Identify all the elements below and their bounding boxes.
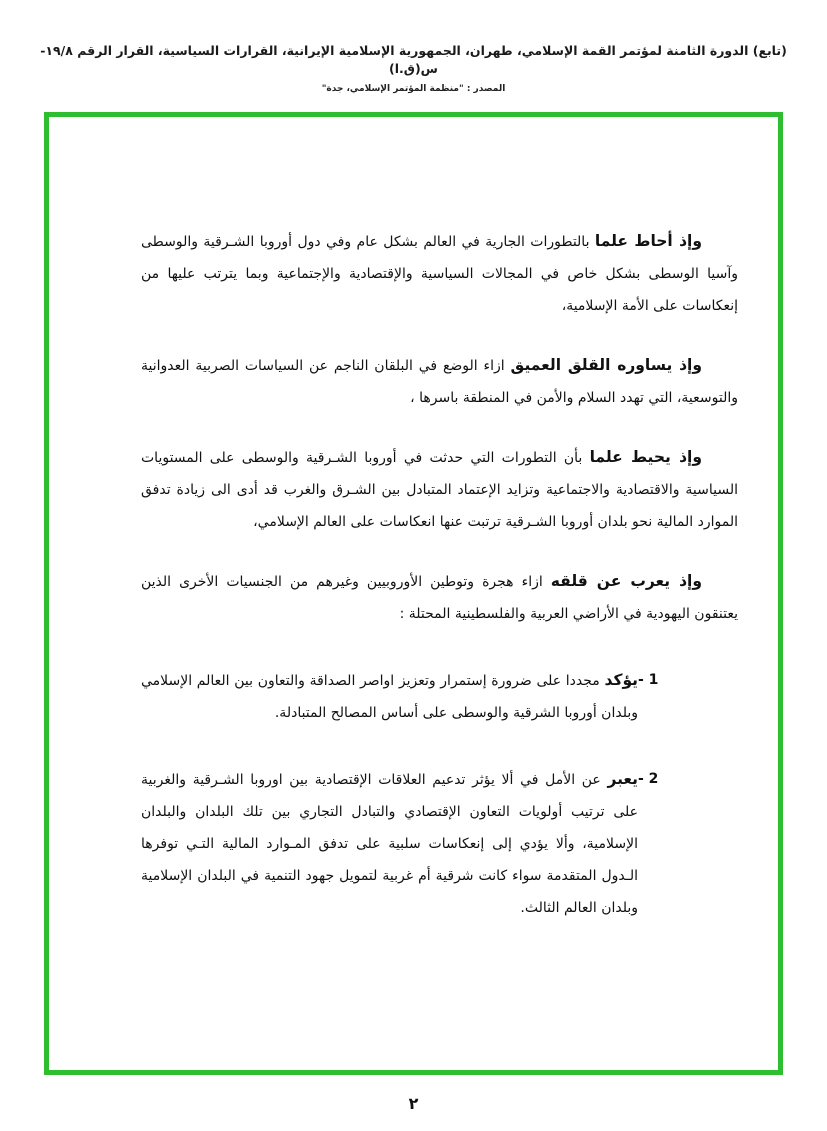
paragraph-2-lead: وإذ يساوره القلق العميق — [510, 356, 703, 374]
paragraph-4-lead: وإذ يعرب عن قلقه — [550, 572, 702, 590]
header-source: المصدر : "منظمة المؤتمر الإسلامي، جدة" — [321, 84, 506, 94]
paragraph-3-text: بأن التطورات التي حدثت في أوروبا الشـرقية والوسطى على المستويات السياسية والاقتصادية والاجتماعية وتزايد الإعتماد المتبادل بين الشـرق والغرب قد أدى الى زيادة تدفق الموارد المالية نحو بلدان أوروبا الشـرقية ترتبت عنها انعكاسات على العالم الإسلامي، — [141, 450, 738, 530]
paragraph-1-text: بالتطورات الجارية في العالم بشكل عام وفي دول أوروبا الشـرقية والوسطى وآسيا الوسطى بشكل خاص في المجالات السياسية والإقتصادية والإجتماعية وبما يترتب عليها من إنعكاسات على الأمة الإسلامية، — [141, 234, 738, 314]
list-item-2-number: - 2 — [638, 771, 659, 787]
paragraph-2 — [141, 349, 738, 414]
list-item-2-text: عن الأمل في ألا يؤثر تدعيم العلاقات الإقتصادية بين اوروبا الشـرقية والغربية على ترتيب أولويات التعاون الإقتصادي والتبادل التجاري بين تلك البلدان والبلدان الإسلامية، وألا يؤدي إلى إنعكاسات سلبية على تدفق المـوارد المالية التـي توفرها الـدول المتقدمة سواء كانت شرقية أم غربية لتمويل جهود التنمية في البلدان الإسلامية وبلدان العالم الثالث. — [141, 772, 638, 916]
list-item-1-number: - 1 — [638, 672, 659, 688]
list-item-1 — [141, 664, 674, 729]
paragraph-3-lead: وإذ يحيط علما — [589, 448, 702, 466]
list-item-1-body — [141, 664, 638, 729]
list-item-2 — [141, 763, 674, 924]
numbered-list — [141, 664, 738, 924]
paragraph-1 — [141, 225, 738, 322]
paragraph-2-text: ازاء الوضع في البلقان الناجم عن السياسات الصربية العدوانية والتوسعية، التي تهدد السلام والأمن في المنطقة باسرها ، — [141, 358, 738, 406]
list-item-2-body — [141, 763, 638, 924]
header-title: (تابع) الدورة الثامنة لمؤتمر القمة الإسلامي، طهران، الجمهورية الإسلامية الإيرانية، القرارات السياسية، القرار الرقم ١٩/٨-س(ق.ا) — [40, 43, 787, 76]
list-item-2-lead: يعبر — [607, 770, 638, 788]
list-item-1-lead: يؤكد — [604, 671, 638, 689]
page-number: ٢ — [408, 1094, 419, 1113]
paragraph-4-text: ازاء هجرة وتوطين الأوروبيين وغيرهم من الجنسيات الأخرى الذين يعتنقون اليهودية في الأراضي العربية والفلسطينية المحتلة : — [141, 574, 738, 622]
list-item-1-text: مجددا على ضرورة إستمرار وتعزيز اواصر الصداقة والتعاون بين العالم الإسلامي وبلدان أوروبا الشرقية والوسطى على أساس المصالح المتبادلة. — [141, 673, 638, 721]
paragraph-1-lead: وإذ أحاط علما — [594, 232, 702, 250]
paragraph-4 — [141, 565, 738, 630]
paragraph-3 — [141, 441, 738, 538]
green-border-frame — [44, 112, 783, 1075]
document-body — [141, 225, 738, 924]
page-footer — [0, 1094, 827, 1113]
page-header — [40, 42, 787, 94]
